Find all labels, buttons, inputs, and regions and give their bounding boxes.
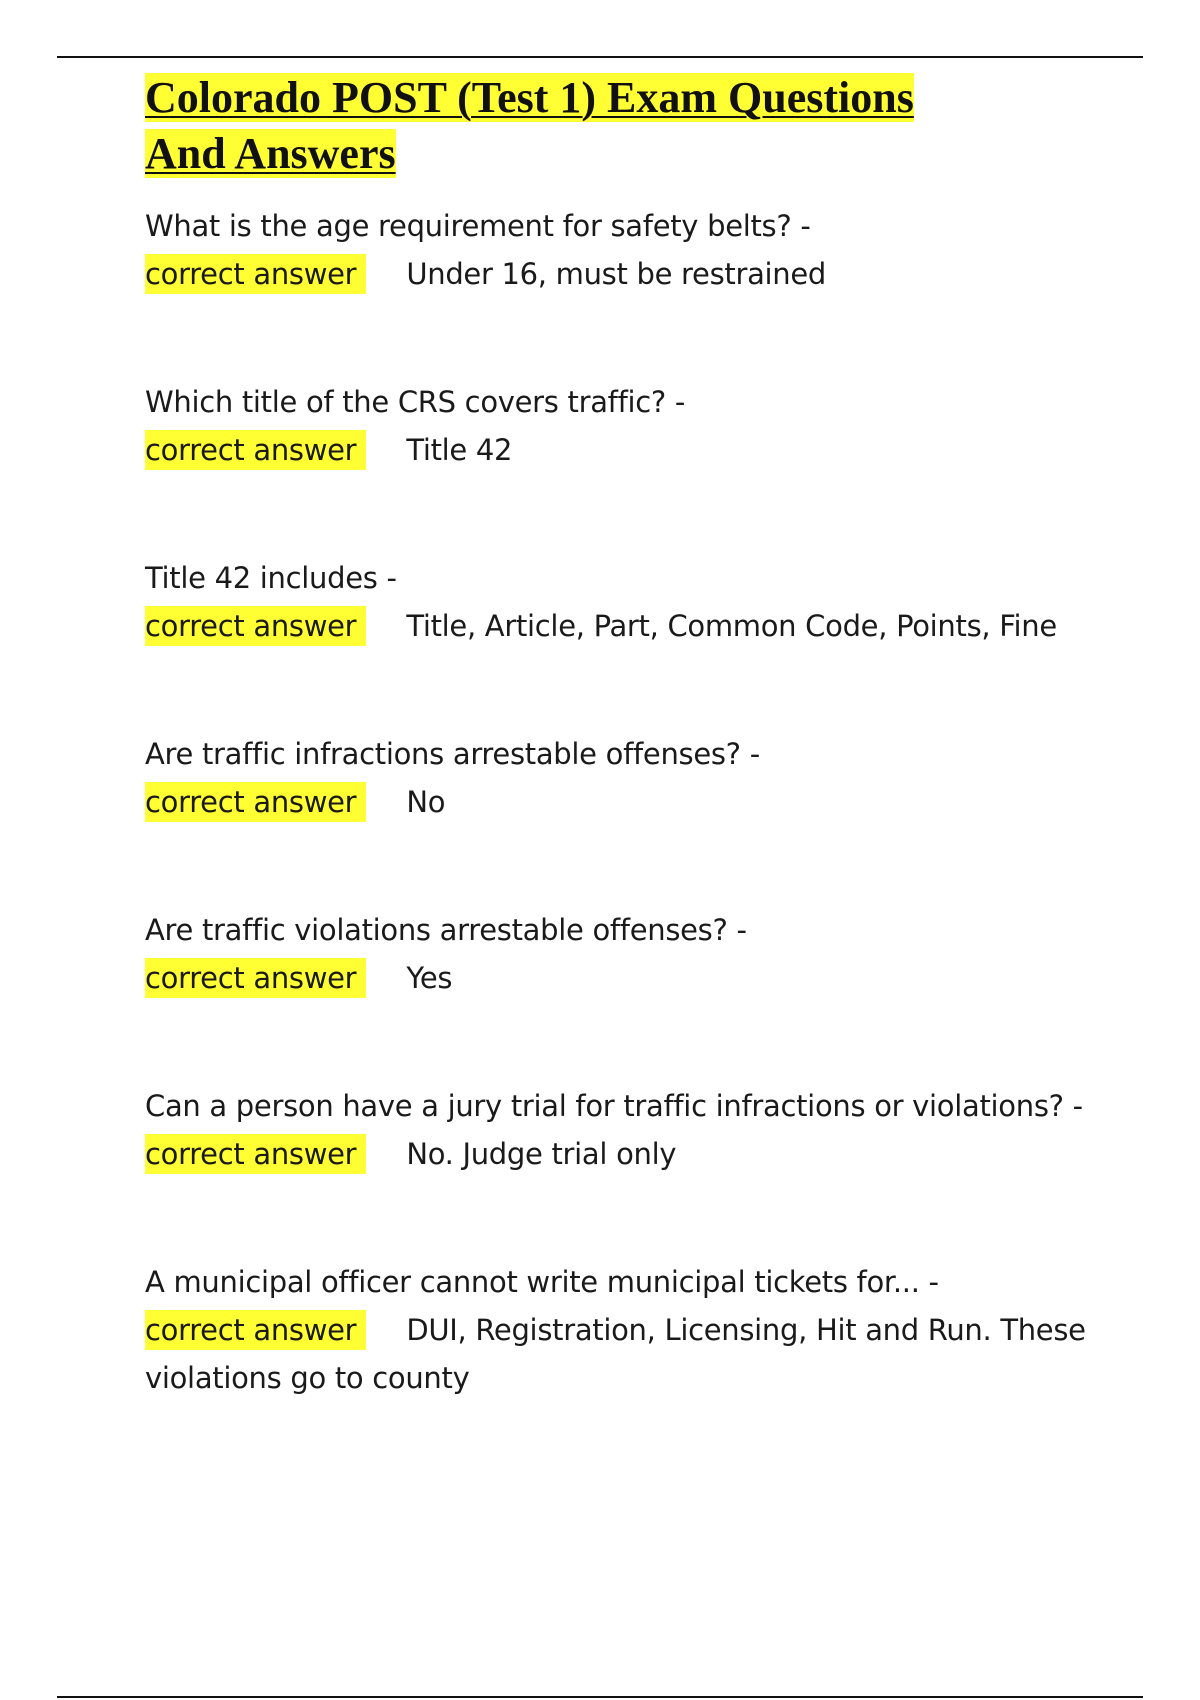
correct-answer-tag: correct answer [145,1310,366,1350]
question-text: Are traffic violations arrestable offenses? - [145,913,747,947]
correct-answer-tag: correct answer [145,606,366,646]
answer-line [145,778,1095,826]
answer-line [145,602,1095,650]
qa-item [145,730,1095,826]
correct-answer-tag: correct answer [145,1134,366,1174]
answer-line [145,1130,1095,1178]
qa-item [145,554,1095,650]
qa-item [145,906,1095,1002]
question-text: Which title of the CRS covers traffic? - [145,385,686,419]
answer-text: Title 42 [406,433,513,467]
answer-text: Under 16, must be restrained [406,257,827,291]
qa-item [145,1082,1095,1178]
answer-text: DUI, Registration, Licensing, Hit and Run. These violations go to county [145,1313,1086,1395]
answer-line [145,1306,1095,1402]
title-line-1: Colorado POST (Test 1) Exam Questions [145,73,914,122]
qa-item [145,202,1095,298]
answer-line [145,426,1095,474]
bottom-rule [57,1696,1143,1698]
qa-item [145,378,1095,474]
answer-text: No [406,785,446,819]
answer-text: Title, Article, Part, Common Code, Points, Fine [406,609,1057,643]
correct-answer-tag: correct answer [145,782,366,822]
correct-answer-tag: correct answer [145,430,366,470]
answer-text: Yes [406,961,453,995]
qa-item [145,1258,1095,1402]
question-text: Are traffic infractions arrestable offenses? - [145,737,760,771]
question-text: A municipal officer cannot write municipal tickets for... - [145,1265,939,1299]
answer-line [145,954,1095,1002]
document-body [145,70,1095,1482]
answer-text: No. Judge trial only [406,1137,677,1171]
correct-answer-tag: correct answer [145,254,366,294]
document-title [145,70,1095,182]
top-rule [57,56,1143,58]
qa-list [145,202,1095,1402]
question-text: Can a person have a jury trial for traffic infractions or violations? - [145,1089,1083,1123]
question-text: What is the age requirement for safety belts? - [145,209,811,243]
title-line-2: And Answers [145,129,396,178]
answer-line [145,250,1095,298]
question-text: Title 42 includes - [145,561,397,595]
correct-answer-tag: correct answer [145,958,366,998]
